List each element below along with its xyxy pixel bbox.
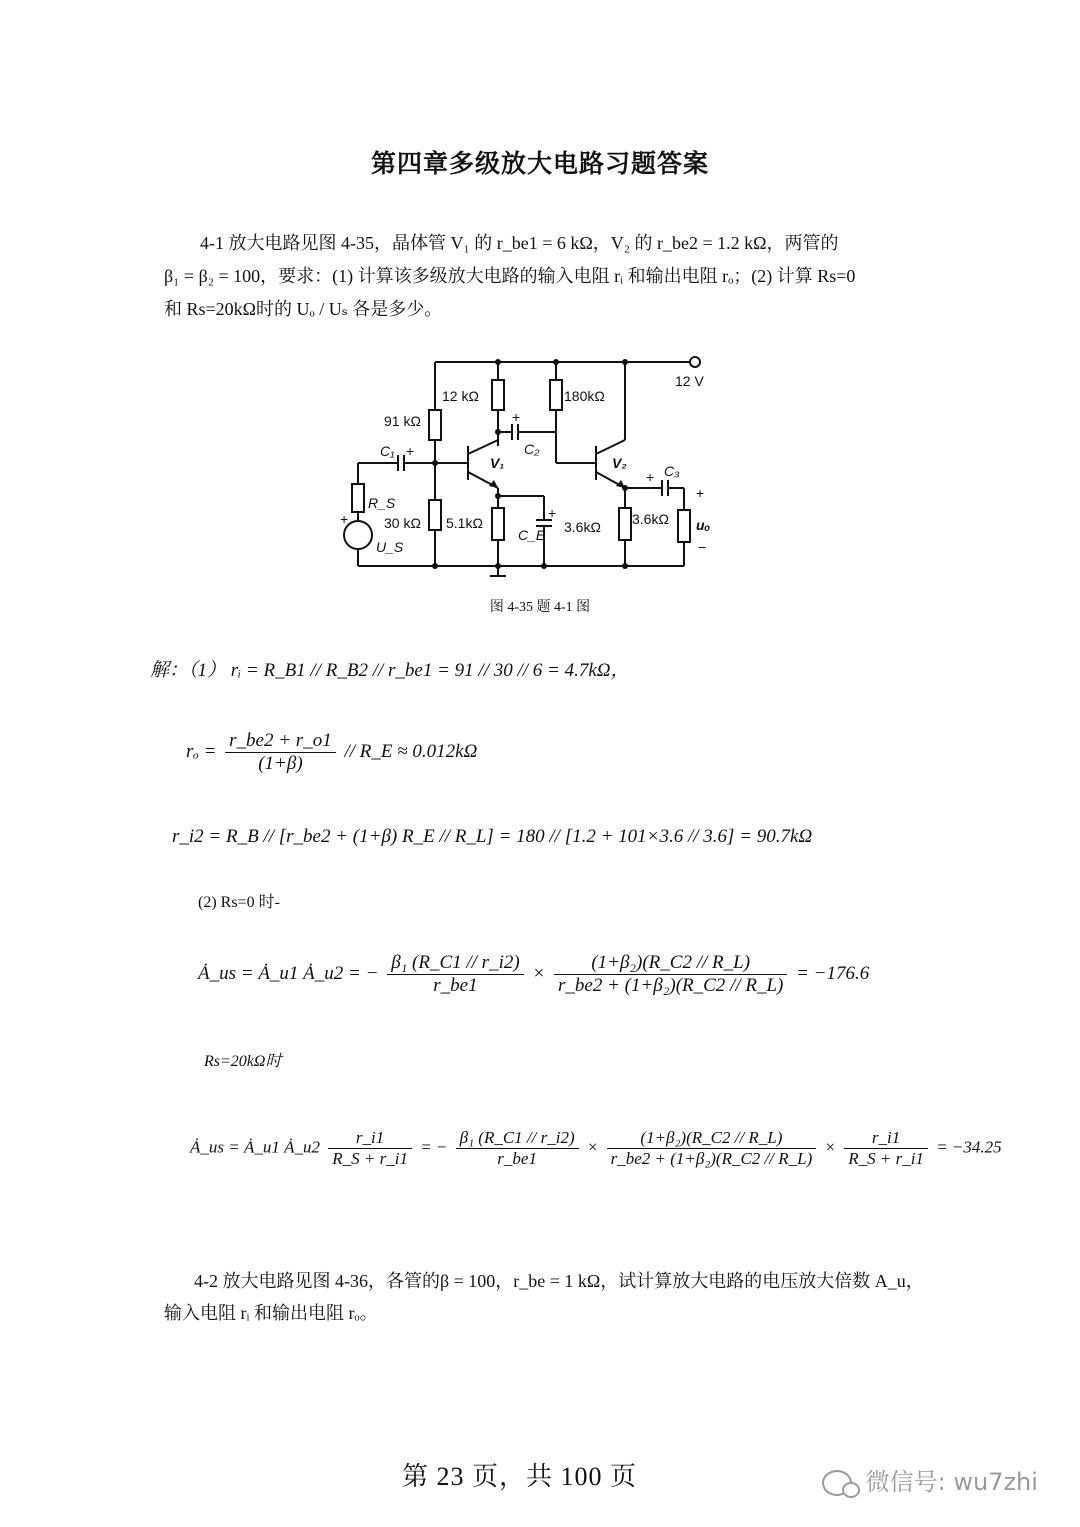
label-rs: R_S bbox=[368, 495, 396, 511]
eq5-fraction-0 bbox=[328, 1128, 412, 1169]
label-out-plus: + bbox=[696, 485, 705, 501]
label-us: U_S bbox=[376, 539, 404, 555]
equation-ro bbox=[186, 730, 477, 775]
eq4-times: × bbox=[532, 962, 546, 984]
part-2-heading: (2) Rs=0 时- bbox=[198, 894, 280, 911]
label-v1: V₁ bbox=[490, 455, 505, 471]
eq2-fraction bbox=[225, 730, 336, 775]
page-footer: 第 23 页，共 100 页 bbox=[402, 1462, 638, 1491]
problem-4-2-line1: 4-2 放大电路见图 4-36，各管的β = 100，r_be = 1 kΩ，试计算放大电路的电压放大倍数 A_u， bbox=[194, 1271, 924, 1291]
label-re1: 5.1kΩ bbox=[446, 515, 483, 531]
eq5-f2-numerator: (1+β₂)(R_C2 // R_L) bbox=[607, 1128, 817, 1149]
rs20-heading: Rs=20kΩ时 bbox=[204, 1053, 282, 1070]
eq5-f1-denominator: r_be1 bbox=[497, 1149, 537, 1168]
eq4-fraction-2 bbox=[554, 952, 787, 997]
problem-4-2-line2: 输入电阻 rᵢ 和输出电阻 rₒ。 bbox=[164, 1303, 378, 1323]
label-c3: C₃ bbox=[664, 463, 680, 479]
label-re2: 3.6kΩ bbox=[564, 519, 601, 535]
label-ce: C_E bbox=[518, 527, 546, 543]
eq4-lhs: Ȧ_us = Ȧ_u1 Ȧ_u2 = − bbox=[198, 962, 379, 984]
eq5-f0-numerator: r_i1 bbox=[328, 1128, 412, 1149]
eq5-f3-numerator: r_i1 bbox=[844, 1128, 928, 1149]
eq4-f1-denominator: r_be1 bbox=[433, 975, 478, 996]
label-c1-plus: + bbox=[406, 443, 415, 459]
problem-4-1-line2: β₁ = β₂ = 100，要求：(1) 计算该多级放大电路的输入电阻 rᵢ 和输出电阻 rₒ；(2) 计算 Rs=0 bbox=[164, 266, 856, 286]
eq5-equals: = − bbox=[420, 1137, 448, 1157]
label-supply: 12 V bbox=[675, 373, 704, 389]
circuit-diagram bbox=[340, 350, 720, 582]
label-ce-plus: + bbox=[548, 505, 557, 521]
label-rb2: 30 kΩ bbox=[384, 515, 421, 531]
eq4-rhs: = −176.6 bbox=[796, 962, 870, 984]
eq4-fraction-1 bbox=[387, 952, 523, 997]
equation-aus-rs20 bbox=[190, 1128, 1002, 1169]
eq5-fraction-3 bbox=[844, 1128, 928, 1169]
eq2-lhs: rₒ = bbox=[186, 740, 217, 762]
label-c2: C₂ bbox=[524, 441, 540, 457]
label-rb1: 91 kΩ bbox=[384, 413, 421, 429]
figure-caption: 图 4-35 题 4-1 图 bbox=[489, 600, 591, 615]
eq4-f2-denominator: r_be2 + (1+β₂)(R_C2 // R_L) bbox=[558, 975, 784, 996]
label-rb: 180kΩ bbox=[564, 388, 605, 404]
eq2-numerator: r_be2 + r_o1 bbox=[225, 730, 336, 753]
label-c2-plus: + bbox=[512, 409, 521, 425]
eq5-f2-denominator: r_be2 + (1+β₂)(R_C2 // R_L) bbox=[610, 1149, 813, 1168]
eq4-f2-numerator: (1+β₂)(R_C2 // R_L) bbox=[554, 952, 787, 975]
equation-ri2: r_i2 = R_B // [r_be2 + (1+β) R_E // R_L] = 180 // [1.2 + 101×3.6 // 3.6] = 90.7kΩ bbox=[172, 826, 813, 847]
problem-4-1-line1: 4-1 放大电路见图 4-35，晶体管 V₁ 的 r_be1 = 6 kΩ，V₂ 的 r_be2 = 1.2 kΩ，两管的 bbox=[200, 233, 839, 253]
label-rl: 3.6kΩ bbox=[632, 511, 669, 527]
label-uo: uₒ bbox=[696, 517, 711, 533]
label-us-plus: + bbox=[340, 511, 349, 527]
eq2-rhs: // R_E ≈ 0.012kΩ bbox=[344, 740, 478, 762]
eq5-f3-denominator: R_S + r_i1 bbox=[848, 1149, 924, 1168]
eq5-fraction-1 bbox=[456, 1128, 579, 1169]
label-v2: V₂ bbox=[612, 455, 627, 471]
problem-4-1-line3: 和 Rs=20kΩ时的 Uₒ / Uₛ 各是多少。 bbox=[164, 299, 443, 319]
eq5-rhs: = −34.25 bbox=[936, 1137, 1002, 1157]
eq5-lhs: Ȧ_us = Ȧ_u1 Ȧ_u2 bbox=[190, 1137, 320, 1157]
eq5-fraction-2 bbox=[607, 1128, 817, 1169]
label-rc1: 12 kΩ bbox=[442, 388, 479, 404]
equation-ri: 解：（1） rᵢ = R_B1 // R_B2 // r_be1 = 91 // 30 // 6 = 4.7kΩ， bbox=[150, 660, 630, 681]
label-c1: C₁ bbox=[380, 443, 395, 459]
label-c3-plus: + bbox=[646, 469, 655, 485]
wechat-watermark bbox=[822, 1462, 1038, 1497]
eq5-times-2: × bbox=[824, 1137, 836, 1157]
eq4-f1-numerator: β₁ (R_C1 // r_i2) bbox=[387, 952, 523, 975]
eq5-times-1: × bbox=[586, 1137, 599, 1157]
eq2-denominator: (1+β) bbox=[258, 753, 303, 774]
wechat-icon bbox=[822, 1470, 852, 1496]
page-title: 第四章多级放大电路习题答案 bbox=[370, 149, 709, 178]
eq5-f0-denominator: R_S + r_i1 bbox=[332, 1149, 408, 1168]
eq5-f1-numerator: β₁ (R_C1 // r_i2) bbox=[456, 1128, 579, 1149]
watermark-text: 微信号: wu7zhi bbox=[865, 1468, 1038, 1496]
label-out-minus: − bbox=[698, 539, 707, 555]
equation-aus-rs0 bbox=[198, 952, 869, 997]
